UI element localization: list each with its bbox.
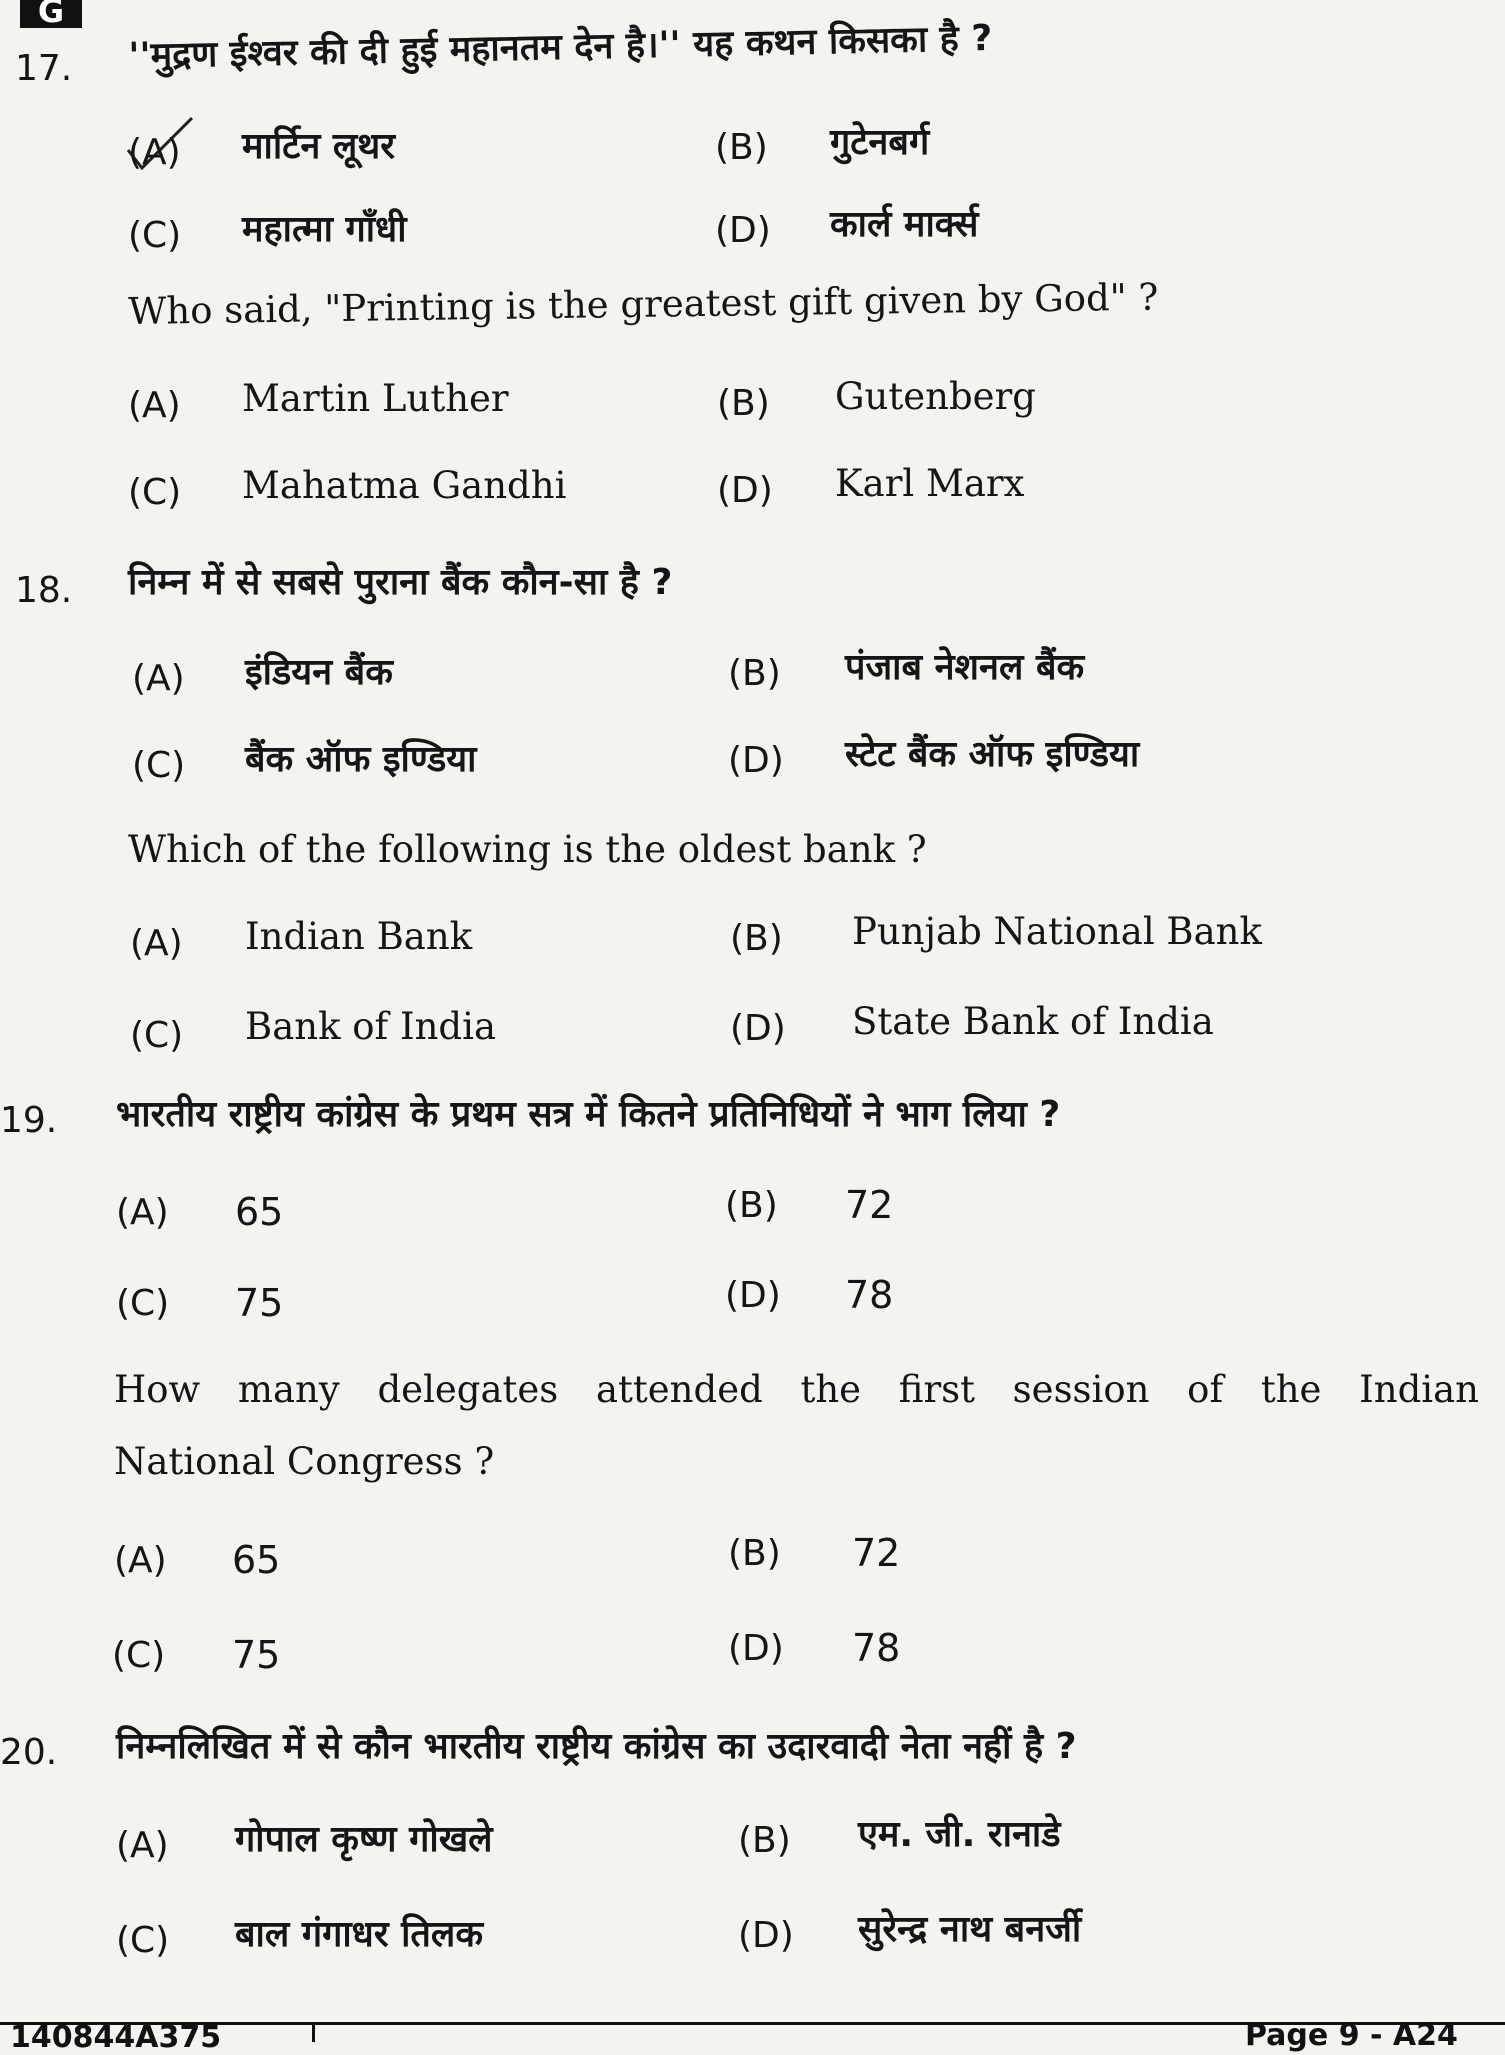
q18-en-option-a-key: (A) <box>130 923 183 964</box>
q19-hi-option-b-key: (B) <box>725 1185 778 1226</box>
q18-en-option-c-key: (C) <box>130 1015 184 1056</box>
q20-hi-option-d-key: (D) <box>738 1915 794 1956</box>
q19-en-option-c: 75 <box>232 1633 281 1677</box>
question-18-hindi: निम्न में से सबसे पुराना बैंक कौन-सा है ? <box>128 562 673 603</box>
q17-en-option-c-key: (C) <box>128 472 182 513</box>
q19-hi-option-c: 75 <box>235 1281 284 1325</box>
q17-hi-option-a-key: (A) <box>128 132 181 173</box>
question-19-hindi: भारतीय राष्ट्रीय कांग्रेस के प्रथम सत्र में कितने प्रतिनिधियों ने भाग लिया ? <box>116 1094 1061 1135</box>
q19-en-option-b: 72 <box>852 1531 901 1575</box>
q19-hi-option-b: 72 <box>845 1183 894 1227</box>
q18-hi-option-a-key: (A) <box>132 658 185 699</box>
series-badge: G <box>20 0 82 28</box>
q18-hi-option-b-key: (B) <box>728 653 781 694</box>
q18-en-option-d: State Bank of India <box>852 1000 1214 1043</box>
question-19-english-line2: National Congress ? <box>114 1440 495 1483</box>
q17-en-option-b: Gutenberg <box>835 375 1036 418</box>
q19-en-option-b-key: (B) <box>728 1533 781 1574</box>
q17-en-option-a: Martin Luther <box>242 377 509 420</box>
q17-en-option-c: Mahatma Gandhi <box>242 464 567 507</box>
q18-en-option-c: Bank of India <box>245 1005 497 1048</box>
question-17-hindi: ''मुद्रण ईश्वर की दी हुई महानतम देन है।'' यह कथन किसका है ? <box>128 17 993 77</box>
q17-hi-option-c: महात्मा गाँधी <box>242 209 407 250</box>
q17-hi-option-b: गुटेनबर्ग <box>830 122 930 163</box>
question-19-number: 19. <box>0 1100 58 1141</box>
q19-hi-option-c-key: (C) <box>116 1283 170 1324</box>
q18-en-option-a: Indian Bank <box>245 915 473 958</box>
q19-en-option-d-key: (D) <box>728 1628 784 1669</box>
q20-hi-option-c: बाल गंगाधर तिलक <box>235 1914 483 1955</box>
question-20-hindi: निम्नलिखित में से कौन भारतीय राष्ट्रीय कांग्रेस का उदारवादी नेता नहीं है ? <box>116 1726 1077 1767</box>
q20-hi-option-a-key: (A) <box>116 1825 169 1866</box>
q19-hi-option-d: 78 <box>845 1273 894 1317</box>
q17-hi-option-a: मार्टिन लूथर <box>242 126 395 167</box>
q17-hi-option-d-key: (D) <box>715 210 771 251</box>
footer-booklet-code: 140844A375 <box>10 2020 222 2055</box>
q17-en-option-b-key: (B) <box>717 383 770 424</box>
q19-en-option-c-key: (C) <box>112 1635 166 1676</box>
q20-hi-option-a: गोपाल कृष्ण गोखले <box>235 1819 493 1860</box>
q17-hi-option-b-key: (B) <box>715 127 768 168</box>
q19-hi-option-a-key: (A) <box>116 1192 169 1233</box>
question-17-number: 17. <box>15 48 73 89</box>
footer-page-number: Page 9 - A24 <box>1245 2018 1458 2053</box>
q17-en-option-d-key: (D) <box>717 470 773 511</box>
q19-en-option-a: 65 <box>232 1538 281 1582</box>
q19-hi-option-d-key: (D) <box>725 1275 781 1316</box>
q19-en-option-d: 78 <box>852 1626 901 1670</box>
q20-hi-option-c-key: (C) <box>116 1920 170 1961</box>
q18-en-option-b-key: (B) <box>730 918 783 959</box>
q19-hi-option-a: 65 <box>235 1190 284 1234</box>
question-18-english: Which of the following is the oldest bank ? <box>128 828 927 871</box>
q18-hi-option-d: स्टेट बैंक ऑफ इण्डिया <box>845 734 1140 775</box>
q18-hi-option-d-key: (D) <box>728 740 784 781</box>
q20-hi-option-b: एम. जी. रानाडे <box>858 1814 1061 1855</box>
question-17-english: Who said, "Printing is the greatest gift given by God" ? <box>128 275 1159 333</box>
q17-hi-option-c-key: (C) <box>128 215 182 256</box>
question-20-number: 20. <box>0 1732 58 1773</box>
q18-hi-option-c-key: (C) <box>132 745 186 786</box>
q18-en-option-d-key: (D) <box>730 1008 786 1049</box>
q20-hi-option-d: सुरेन्द्र नाथ बनर्जी <box>858 1909 1082 1950</box>
q18-hi-option-b: पंजाब नेशनल बैंक <box>845 647 1085 688</box>
q17-en-option-a-key: (A) <box>128 385 181 426</box>
question-18-number: 18. <box>15 570 73 611</box>
question-19-english-line1: How many delegates attended the first session of the Indian <box>114 1368 1479 1411</box>
q17-en-option-d: Karl Marx <box>835 462 1025 505</box>
q20-hi-option-b-key: (B) <box>738 1820 791 1861</box>
q17-hi-option-d: कार्ल मार्क्स <box>830 204 979 245</box>
q19-en-option-a-key: (A) <box>114 1540 167 1581</box>
q18-en-option-b: Punjab National Bank <box>852 910 1262 953</box>
q18-hi-option-a: इंडियन बैंक <box>245 652 393 693</box>
q18-hi-option-c: बैंक ऑफ इण्डिया <box>245 739 477 780</box>
